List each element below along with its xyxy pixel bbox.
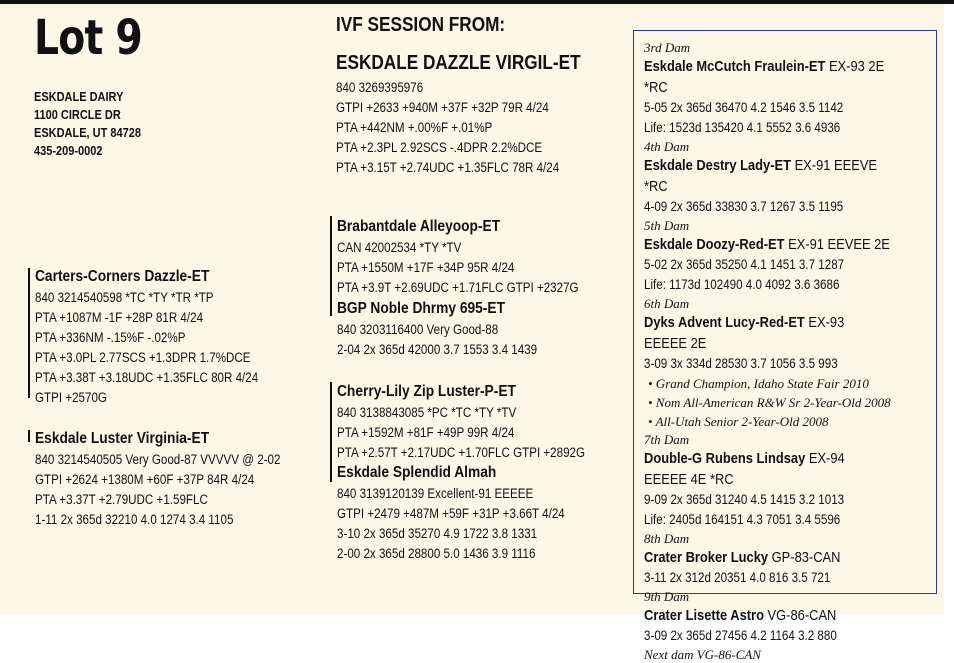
owner-phone: 435-209-0002 — [34, 144, 103, 158]
dam-classification: EX-93 2E *RC — [644, 58, 885, 96]
pedigree-bracket — [330, 216, 332, 316]
bgp-block — [337, 298, 570, 360]
dam-record: 3-09 2x 365d 27456 4.2 1164 3.2 880 — [644, 628, 837, 643]
dam-family-name: Eskdale Doozy-Red-ET — [644, 236, 785, 253]
dam-generation-label: 8th Dam — [644, 531, 690, 546]
dam-generation-label: 9th Dam — [644, 589, 690, 604]
cherry-line: PTA +1592M +81F +49P 99R 4/24 — [337, 425, 515, 440]
sire-line: PTA +1087M -1F +28P 81R 4/24 — [35, 310, 204, 325]
dam-generation-label: 4th Dam — [644, 139, 690, 154]
almah-line: 840 3139120139 Excellent-91 EEEEE — [337, 486, 534, 501]
lot-number: Lot 9 — [34, 10, 142, 66]
ivf-line: PTA +2.3PL 2.92SCS -.4DPR 2.2%DCE — [336, 140, 543, 155]
honor-bullet: • Nom All-American R&W Sr 2-Year-Old 2008 — [648, 395, 891, 410]
almah-name: Eskdale Splendid Almah — [337, 464, 497, 481]
brabantdale-line: PTA +3.9T +2.69UDC +1.71FLC GTPI +2327G — [337, 280, 579, 295]
dam-record: 5-02 2x 365d 35250 4.1 1451 3.7 1287 — [644, 257, 845, 272]
sire-line: 840 3214540598 *TC *TY *TR *TP — [35, 290, 214, 305]
cherry-block — [337, 381, 625, 463]
dam-family-name: Double-G Rubens Lindsay — [644, 450, 806, 467]
dam-generation-label: 5th Dam — [644, 218, 690, 233]
dam-classification: EX-91 EEEVE *RC — [644, 157, 878, 195]
dam-record: 3-09 3x 334d 28530 3.7 1056 3.5 993 — [644, 356, 838, 371]
dam-family-name: Eskdale Destry Lady-ET — [644, 157, 791, 174]
sire-line: GTPI +2570G — [35, 390, 107, 405]
cherry-line: PTA +2.57T +2.17UDC +1.70FLC GTPI +2892G — [337, 445, 586, 460]
dam-record: Life: 1523d 135420 4.1 5552 3.6 4936 — [644, 120, 841, 135]
almah-line: GTPI +2479 +487M +59F +31P +3.66T 4/24 — [337, 506, 565, 521]
dam-line: GTPI +2624 +1380M +60F +37P 84R 4/24 — [35, 472, 255, 487]
bgp-name: BGP Noble Dhrmy 695-ET — [337, 300, 505, 317]
dam-line: 1-11 2x 365d 32210 4.0 1274 3.4 1105 — [35, 512, 234, 527]
owner-city: ESKDALE, UT 84728 — [34, 126, 141, 140]
bgp-line: 840 3203116400 Very Good-88 — [337, 322, 499, 337]
dam-record: Life: 1173d 102490 4.0 4092 3.6 3686 — [644, 277, 840, 292]
cherry-line: 840 3138843085 *PC *TC *TY *TV — [337, 405, 517, 420]
brabantdale-name: Brabantdale Alleyoop-ET — [337, 218, 501, 235]
bgp-line: 2-04 2x 365d 42000 3.7 1553 3.4 1439 — [337, 342, 538, 357]
brabantdale-line: CAN 42002534 *TY *TV — [337, 240, 462, 255]
dam-classification: EX-91 EEVEE 2E — [788, 236, 890, 253]
dam-classification: VG-86-CAN — [767, 607, 837, 624]
ivf-sire-name: ESKDALE DAZZLE VIRGIL-ET — [336, 52, 581, 74]
dam-line: 840 3214540505 Very Good-87 VVVVV @ 2-02 — [35, 452, 281, 467]
dam-name: Eskdale Luster Virginia-ET — [35, 430, 210, 447]
almah-line: 2-00 2x 365d 28800 5.0 1436 3.9 1116 — [337, 546, 536, 561]
ivf-line: PTA +442NM +.00%F +.01%P — [336, 120, 493, 135]
dam-record: 3-11 2x 312d 20351 4.0 816 3.5 721 — [644, 570, 831, 585]
dam-family-name: Dyks Advent Lucy-Red-ET — [644, 314, 805, 331]
top-rule — [0, 0, 954, 4]
dam-classification: EX-93 EEEEE 2E — [644, 314, 845, 352]
sire-line: PTA +3.0PL 2.77SCS +1.3DPR 1.7%DCE — [35, 350, 251, 365]
dam-record: Life: 2405d 164151 4.3 7051 3.4 5596 — [644, 512, 841, 527]
ivf-details — [336, 78, 596, 178]
owner-name: ESKDALE DAIRY — [34, 90, 124, 104]
dam-record: 4-09 2x 365d 33830 3.7 1267 3.5 1195 — [644, 199, 844, 214]
owner-address — [34, 88, 141, 160]
dam-generation-label: 7th Dam — [644, 432, 690, 447]
pedigree-bracket — [28, 268, 30, 398]
sire-line: PTA +3.38T +3.18UDC +1.35FLC 80R 4/24 — [35, 370, 259, 385]
almah-block — [337, 462, 602, 564]
dam-line: PTA +3.37T +2.79UDC +1.59FLC — [35, 492, 208, 507]
cherry-name: Cherry-Lily Zip Luster-P-ET — [337, 383, 516, 400]
dam-family-name: Crater Broker Lucky — [644, 549, 769, 566]
sire-line: PTA +336NM -.15%F -.02%P — [35, 330, 186, 345]
dam-classification: EX-94 EEEEE 4E *RC — [644, 450, 845, 488]
dam-record: 5-05 2x 365d 36470 4.2 1546 3.5 1142 — [644, 100, 844, 115]
ivf-line: GTPI +2633 +940M +37F +32P 79R 4/24 — [336, 100, 549, 115]
pedigree-bracket — [330, 382, 332, 482]
sire-block — [35, 266, 295, 408]
ivf-line: PTA +3.15T +2.74UDC +1.35FLC 78R 4/24 — [336, 160, 560, 175]
owner-street: 1100 CIRCLE DR — [34, 108, 121, 122]
honor-bullet: • All-Utah Senior 2-Year-Old 2008 — [648, 414, 829, 429]
almah-line: 3-10 2x 365d 35270 4.9 1722 3.8 1331 — [337, 526, 538, 541]
dam-block — [35, 428, 320, 530]
ivf-line: 840 3269395976 — [336, 80, 424, 95]
dam-family-name: Crater Lisette Astro — [644, 607, 764, 624]
honor-bullet: • Grand Champion, Idaho State Fair 2010 — [648, 376, 869, 391]
dam-classification: GP-83-CAN — [771, 549, 841, 566]
brabantdale-block — [337, 216, 618, 298]
dam-family-name: Eskdale McCutch Fraulein-ET — [644, 58, 826, 75]
dam-generation-label: 3rd Dam — [644, 40, 691, 55]
dam-generation-label: 6th Dam — [644, 296, 690, 311]
brabantdale-line: PTA +1550M +17F +34P 95R 4/24 — [337, 260, 515, 275]
sire-name: Carters-Corners Dazzle-ET — [35, 268, 210, 285]
dam-family — [644, 39, 930, 663]
next-dam-note: Next dam VG-86-CAN — [644, 647, 761, 662]
ivf-heading: IVF SESSION FROM: — [336, 14, 506, 36]
pedigree-bracket — [28, 430, 30, 442]
dam-record: 9-09 2x 365d 31240 4.5 1415 3.2 1013 — [644, 492, 845, 507]
